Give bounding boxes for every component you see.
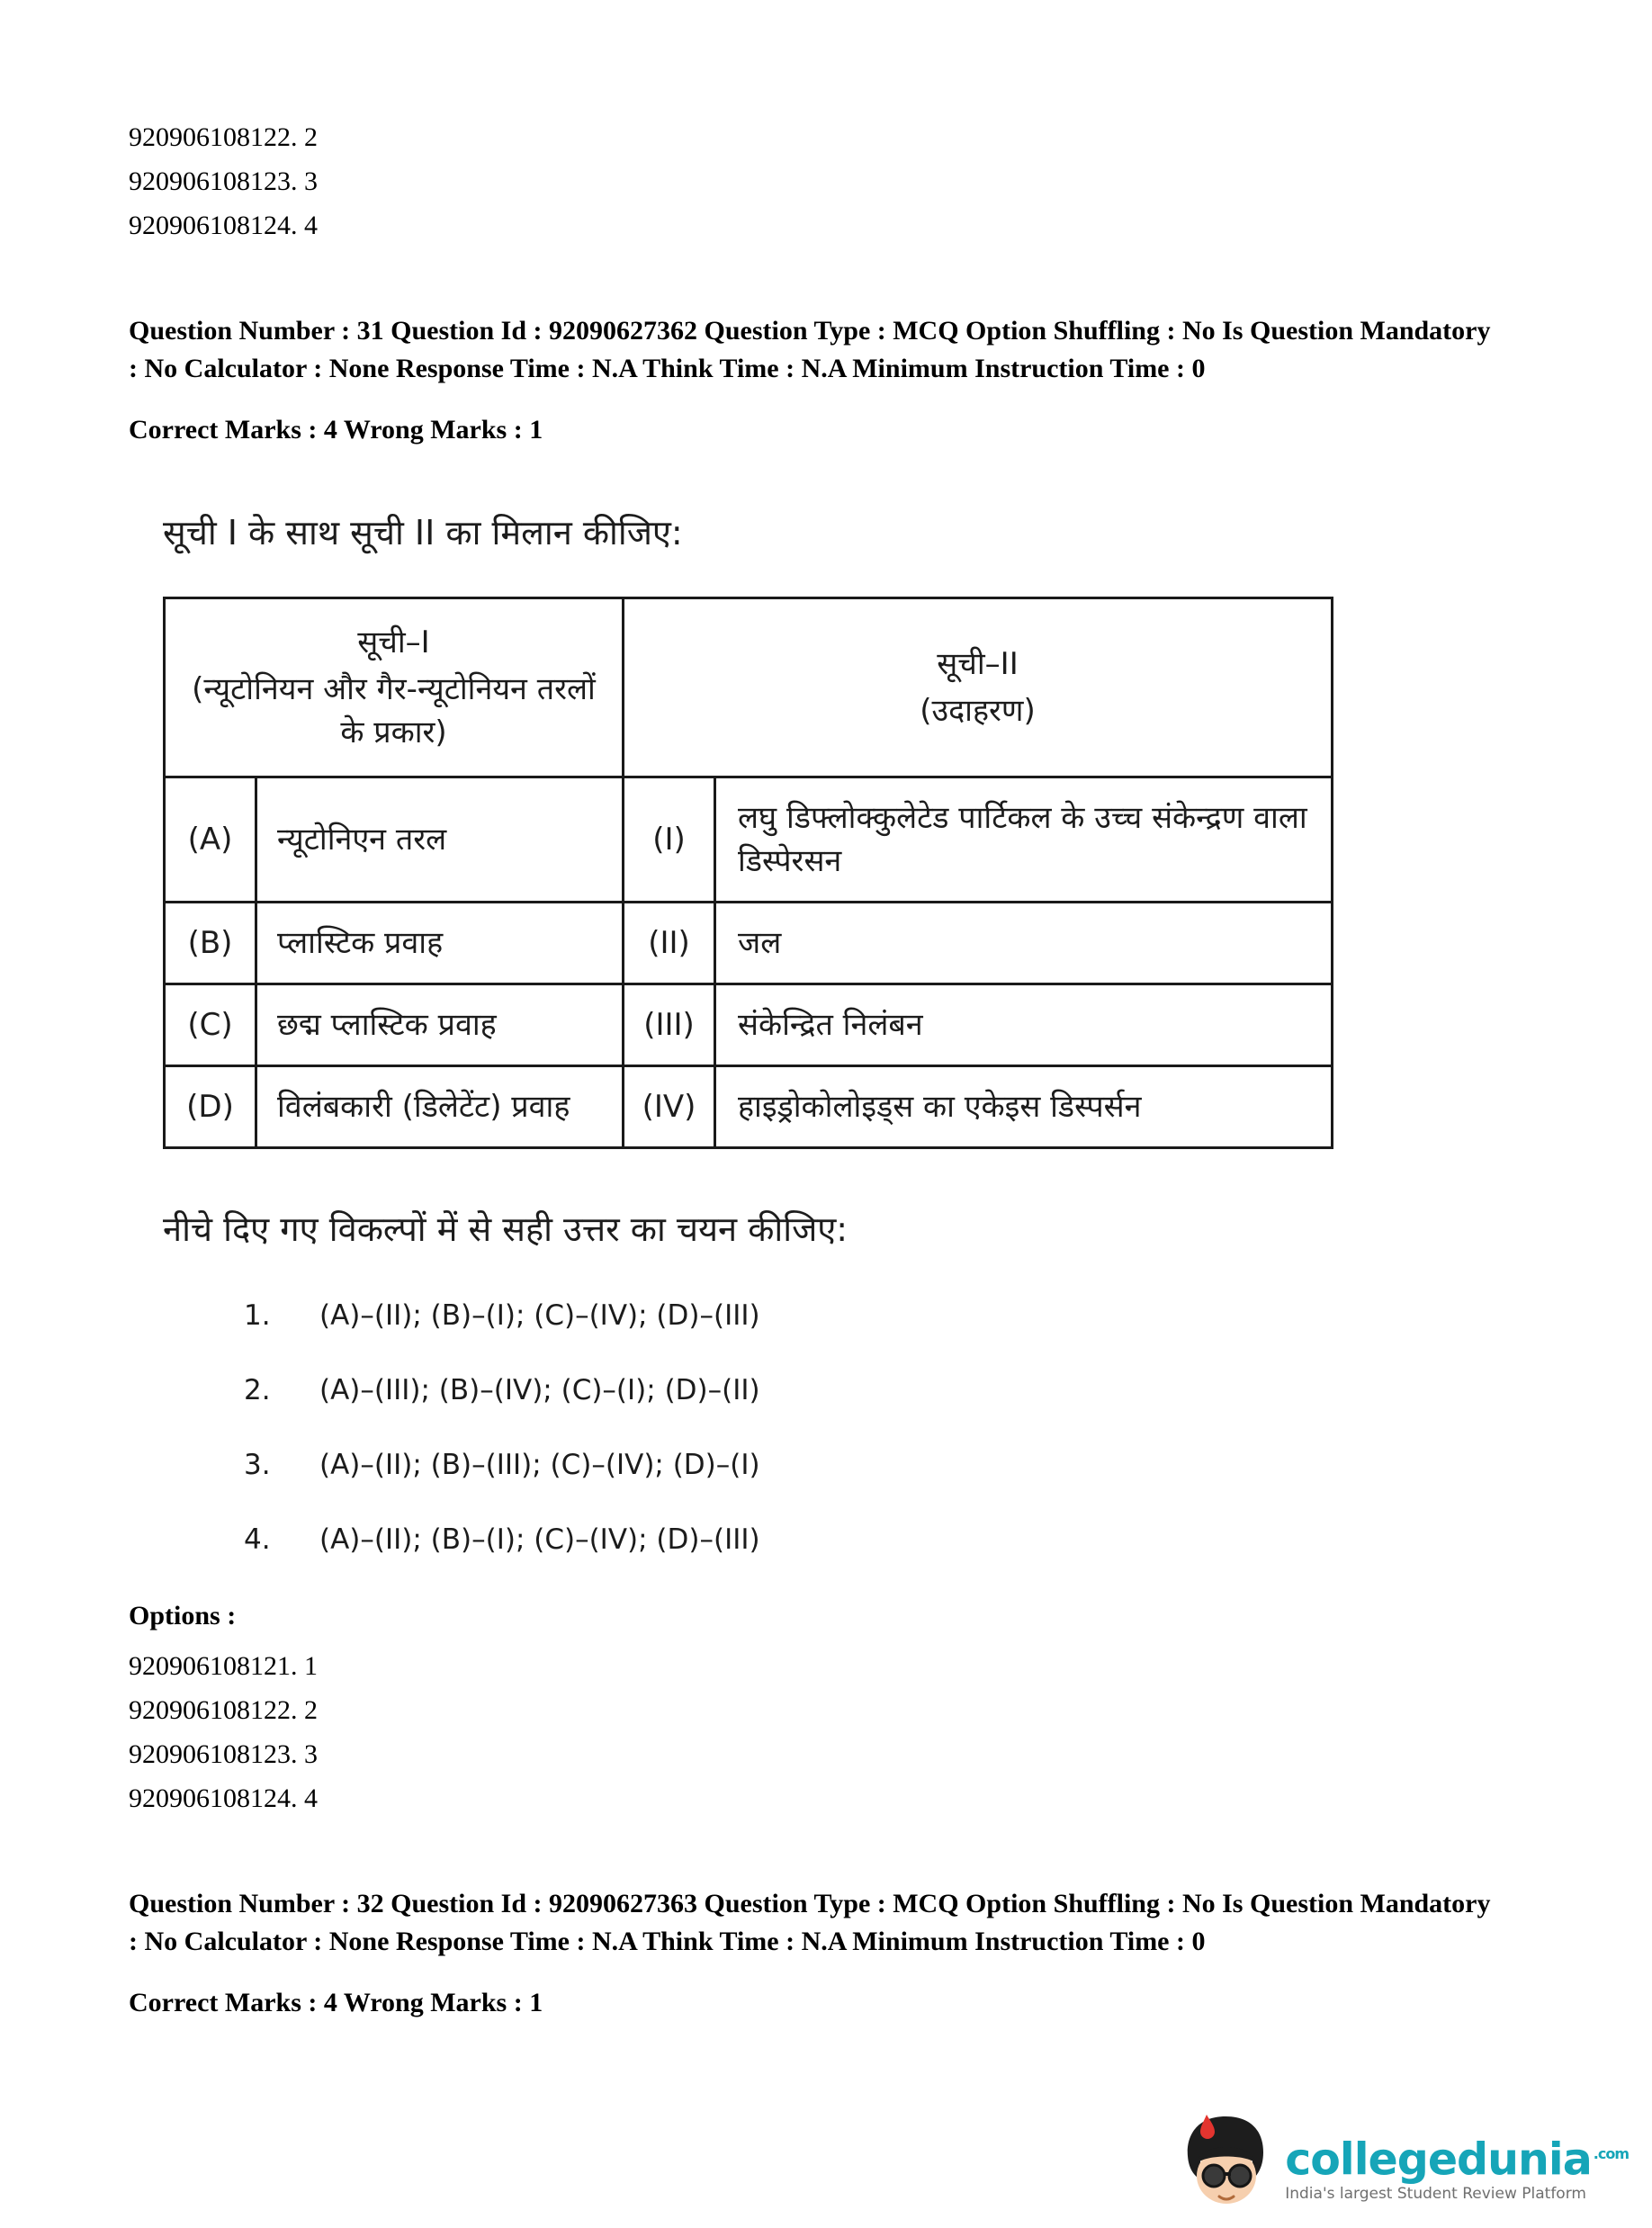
option-id-line: 920906108122. 2 <box>129 1695 318 1725</box>
row-match: जल <box>715 903 1333 984</box>
logo-text: collegedunia <box>1285 2134 1592 2186</box>
answer-option-2 <box>244 1374 1530 1406</box>
row-match: संकेन्द्रित निलंबन <box>715 984 1333 1066</box>
option-id-line: 920906108122. 2 <box>129 122 318 152</box>
table-row <box>165 777 1333 903</box>
row-item: विलंबकारी (डिलेटेंट) प्रवाह <box>256 1066 624 1148</box>
match-the-list-table <box>163 597 1333 1149</box>
answer-option-text: (A)–(II); (B)–(I); (C)–(IV); (D)–(III) <box>319 1523 760 1556</box>
option-id-line: 920906108123. 3 <box>129 166 318 196</box>
option-id-line: 920906108124. 4 <box>129 211 318 240</box>
list2-title: सूची–II <box>937 646 1019 682</box>
answer-option-number: 3. <box>244 1449 271 1481</box>
logo-suffix: .com <box>1593 2144 1629 2162</box>
collegedunia-wordmark-block <box>1285 2131 1629 2203</box>
options-label: Options : <box>129 1601 237 1631</box>
previous-question-option-ids <box>129 115 1530 247</box>
row-label: (A) <box>165 777 256 903</box>
row-match: हाइड्रोकोलोइड्स का एकेइस डिस्पर्सन <box>715 1066 1333 1148</box>
brand-tagline: India's largest Student Review Platform <box>1285 2185 1586 2204</box>
option-id-line: 920906108121. 1 <box>129 1651 318 1681</box>
answer-option-number: 2. <box>244 1374 271 1406</box>
answer-option-4 <box>244 1523 1530 1556</box>
collegedunia-mascot-icon <box>1179 2113 1272 2221</box>
table-row <box>165 1066 1333 1148</box>
table-header-row <box>165 598 1333 777</box>
question-31-metadata: Question Number : 31 Question Id : 92090627362 Question Type : MCQ Option Shuffling : No Is Question Mandatory : No Calculator : None Response Time : N.A Think Time : N.A Minimum Instruction Time : 0 <box>129 316 1491 383</box>
answer-option-text: (A)–(III); (B)–(IV); (C)–(I); (D)–(II) <box>319 1374 760 1406</box>
row-item: न्यूटोनिएन तरल <box>256 777 624 903</box>
row-roman: (I) <box>624 777 715 903</box>
answer-option-number: 4. <box>244 1523 271 1556</box>
question-32-marks: Correct Marks : 4 Wrong Marks : 1 <box>129 1988 543 2017</box>
answer-option-text: (A)–(II); (B)–(III); (C)–(IV); (D)–(I) <box>319 1449 760 1481</box>
row-roman: (III) <box>624 984 715 1066</box>
table-header-list2 <box>624 598 1333 777</box>
row-roman: (IV) <box>624 1066 715 1148</box>
question-31-body <box>163 508 1530 1554</box>
table-row <box>165 903 1333 984</box>
row-item: छद्म प्लास्टिक प्रवाह <box>256 984 624 1066</box>
row-roman: (II) <box>624 903 715 984</box>
collegedunia-logo <box>1179 2113 1629 2221</box>
select-answer-prompt: नीचे दिए गए विकल्पों में से सही उत्तर का चयन कीजिए: <box>163 1209 848 1249</box>
row-match: लघु डिफ्लोक्कुलेटेड पार्टिकल के उच्च संकेन्द्रण वाला डिस्पेरसन <box>715 777 1333 903</box>
list2-subtitle: (उदाहरण) <box>920 693 1036 729</box>
question-31-option-ids <box>129 1644 1530 1820</box>
option-id-line: 920906108123. 3 <box>129 1739 318 1769</box>
option-id-line: 920906108124. 4 <box>129 1783 318 1813</box>
answer-option-text: (A)–(II); (B)–(I); (C)–(IV); (D)–(III) <box>319 1299 760 1332</box>
answer-option-3 <box>244 1451 1530 1479</box>
question-32-metadata: Question Number : 32 Question Id : 92090627363 Question Type : MCQ Option Shuffling : No Is Question Mandatory : No Calculator : None Response Time : N.A Think Time : N.A Minimum Instruction Time : 0 <box>129 1889 1491 1956</box>
list1-title: सूची–I <box>357 624 430 660</box>
question-31-marks: Correct Marks : 4 Wrong Marks : 1 <box>129 415 543 445</box>
row-label: (B) <box>165 903 256 984</box>
table-header-list1 <box>165 598 624 777</box>
answer-option-number: 1. <box>244 1299 271 1332</box>
collegedunia-wordmark <box>1285 2131 1629 2186</box>
question-31-prompt: सूची I के साथ सूची II का मिलान कीजिए: <box>163 513 683 553</box>
list1-subtitle: (न्यूटोनियन और गैर-न्यूटोनियन तरलों के प्रकार) <box>192 671 596 750</box>
answer-options-list <box>244 1299 1530 1556</box>
row-label: (C) <box>165 984 256 1066</box>
answer-option-1 <box>244 1299 1530 1332</box>
row-label: (D) <box>165 1066 256 1148</box>
row-item: प्लास्टिक प्रवाह <box>256 903 624 984</box>
table-row <box>165 984 1333 1066</box>
